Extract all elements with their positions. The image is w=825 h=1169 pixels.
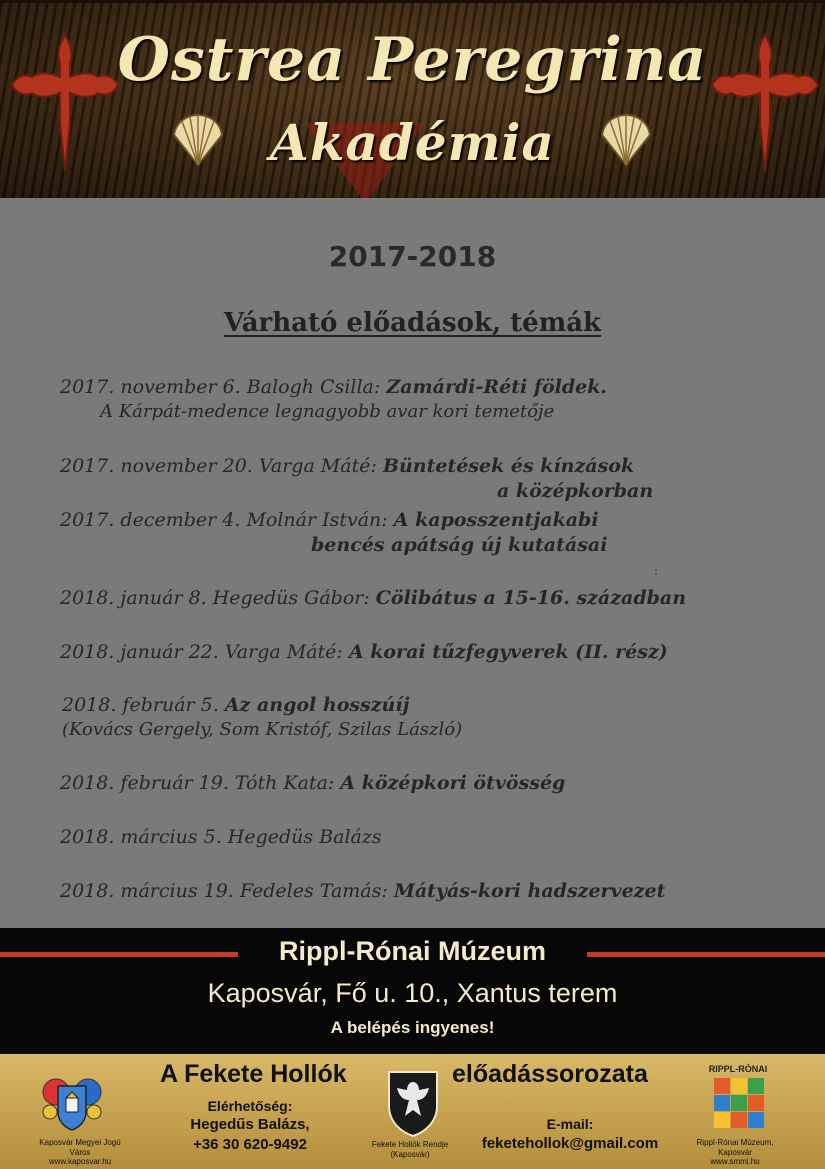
series-title-right: előadássorozata	[452, 1060, 648, 1088]
schedule-heading: Várható előadások, témák	[223, 308, 602, 338]
museum-logo-caption: Rippl-Rónai Múzeum, Kaposvár www.smmi.hu	[696, 1138, 774, 1167]
lecture-line: (Kovács Gergely, Som Kristóf, Szilas László)	[62, 719, 463, 740]
contact-name: Hegedűs Balázs,	[190, 1116, 310, 1133]
contact-phone: +36 30 620-9492	[193, 1136, 307, 1153]
series-title-left: A Fekete Hollók	[160, 1060, 347, 1088]
season-title: 2017-2018	[328, 240, 497, 273]
academy-title: Ostrea Peregrina	[117, 25, 708, 95]
lecture-line: 2018. március 19. Fedeles Tamás: Mátyás-kori hadszervezet	[60, 880, 666, 902]
lecture-line: 2017. november 20. Varga Máté: Büntetések és kínzások	[60, 455, 635, 477]
entry-note: A belépés ingyenes!	[330, 1018, 495, 1037]
lecture-line: 2018. január 22. Varga Máté: A korai tűzfegyverek (II. rész)	[60, 641, 668, 663]
academy-subtitle: Akadémia	[270, 113, 555, 172]
lecture-schedule	[0, 198, 825, 928]
email-label: E-mail:	[546, 1116, 594, 1132]
venue-name: Rippl-Rónai Múzeum	[279, 936, 546, 966]
lecture-line: bencés apátság új kutatásai	[311, 534, 608, 556]
lecture-line: 2018. február 19. Tóth Kata: A középkori ötvösség	[60, 772, 566, 794]
header-banner	[0, 0, 825, 198]
email-address: feketehollok@gmail.com	[481, 1135, 659, 1152]
lecture-line: 2017. december 4. Molnár István: A kaposszentjakabi	[60, 509, 599, 531]
order-logo-caption: Fekete Hollók Rendje (Kaposvár)	[371, 1140, 449, 1159]
lecture-line: 2018. február 5. Az angol hosszúíj	[62, 694, 410, 716]
lecture-line: 2017. november 6. Balogh Csilla: Zamárdi-Réti földek.	[60, 376, 608, 398]
stray-mark: :	[654, 564, 659, 578]
museum-logo-title: RIPPL-RÓNAI	[708, 1064, 768, 1074]
raven-shield-icon	[385, 1068, 441, 1138]
city-coat-of-arms-icon	[40, 1072, 104, 1134]
lecture-line: 2018. március 5. Hegedüs Balázs	[60, 826, 382, 848]
museum-logo-icon	[706, 1064, 772, 1138]
lecture-line: A Kárpát-medence legnagyobb avar kori temetője	[100, 401, 555, 422]
venue-address: Kaposvár, Fő u. 10., Xantus terem	[207, 978, 618, 1008]
contact-label: Elérhetőség:	[207, 1098, 293, 1114]
footer-band	[0, 1054, 825, 1169]
city-logo-caption: Kaposvár Megyei Jogú Város www.kaposvar.hu	[39, 1138, 121, 1167]
lecture-line: 2018. január 8. Hegedüs Gábor: Cölibátus a 15-16. században	[60, 587, 687, 609]
lecture-line: a középkorban	[497, 480, 654, 502]
venue-band	[0, 928, 825, 1054]
